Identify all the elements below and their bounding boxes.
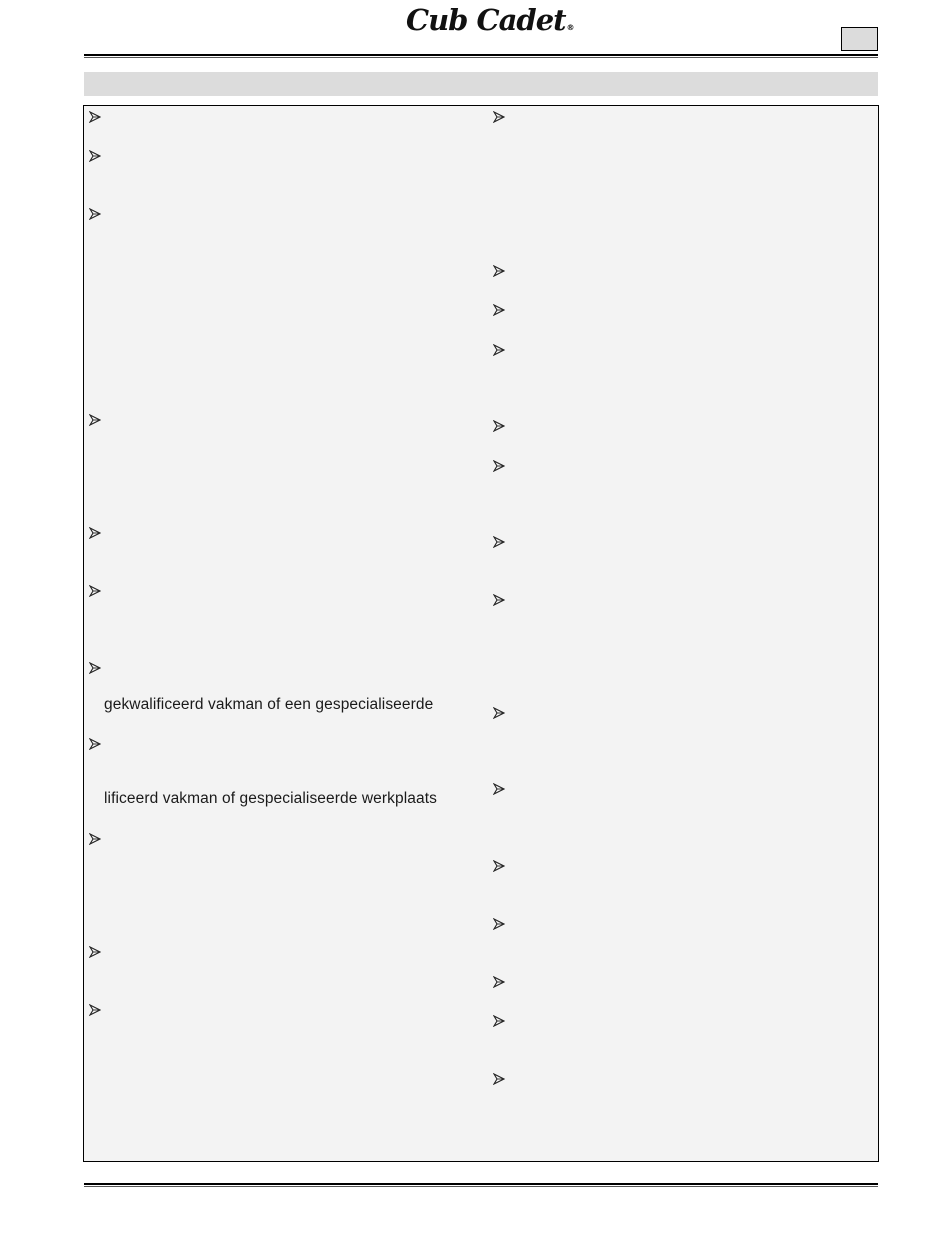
header-rule-thick: [84, 54, 878, 56]
arrowhead-bullet-icon: [493, 536, 507, 550]
arrowhead-bullet-icon: [89, 527, 103, 541]
arrowhead-bullet-icon: [89, 1004, 103, 1018]
arrowhead-bullet-icon: [493, 976, 507, 990]
section-title-bar: [84, 72, 878, 96]
content-panel: [83, 105, 879, 1162]
arrowhead-bullet-icon: [493, 304, 507, 318]
arrowhead-bullet-icon: [493, 420, 507, 434]
footer-rule-thick: [84, 1183, 878, 1185]
arrowhead-bullet-icon: [493, 1073, 507, 1087]
header-rule-thin: [84, 57, 878, 58]
footer-rule-thin: [84, 1186, 878, 1187]
arrowhead-bullet-icon: [89, 208, 103, 222]
arrowhead-bullet-icon: [493, 111, 507, 125]
arrowhead-bullet-icon: [89, 585, 103, 599]
arrowhead-bullet-icon: [89, 738, 103, 752]
arrowhead-bullet-icon: [493, 918, 507, 932]
arrowhead-bullet-icon: [89, 111, 103, 125]
arrowhead-bullet-icon: [89, 946, 103, 960]
page-number-box: [841, 27, 878, 51]
arrowhead-bullet-icon: [89, 662, 103, 676]
arrowhead-bullet-icon: [493, 460, 507, 474]
arrowhead-bullet-icon: [89, 833, 103, 847]
arrowhead-bullet-icon: [89, 150, 103, 164]
arrowhead-bullet-icon: [493, 860, 507, 874]
arrowhead-bullet-icon: [493, 265, 507, 279]
left-text-line: lificeerd vakman of gespecialiseerde werkplaats: [104, 790, 437, 807]
arrowhead-bullet-icon: [89, 414, 103, 428]
registered-mark: ®: [566, 23, 574, 32]
arrowhead-bullet-icon: [493, 707, 507, 721]
arrowhead-bullet-icon: [493, 594, 507, 608]
left-text-line: gekwalificeerd vakman of een gespecialiseerde: [104, 696, 434, 713]
brand-name: Cub Cadet: [406, 3, 566, 37]
arrowhead-bullet-icon: [493, 344, 507, 358]
brand-logo: [406, 2, 578, 38]
arrowhead-bullet-icon: [493, 783, 507, 797]
arrowhead-bullet-icon: [493, 1015, 507, 1029]
